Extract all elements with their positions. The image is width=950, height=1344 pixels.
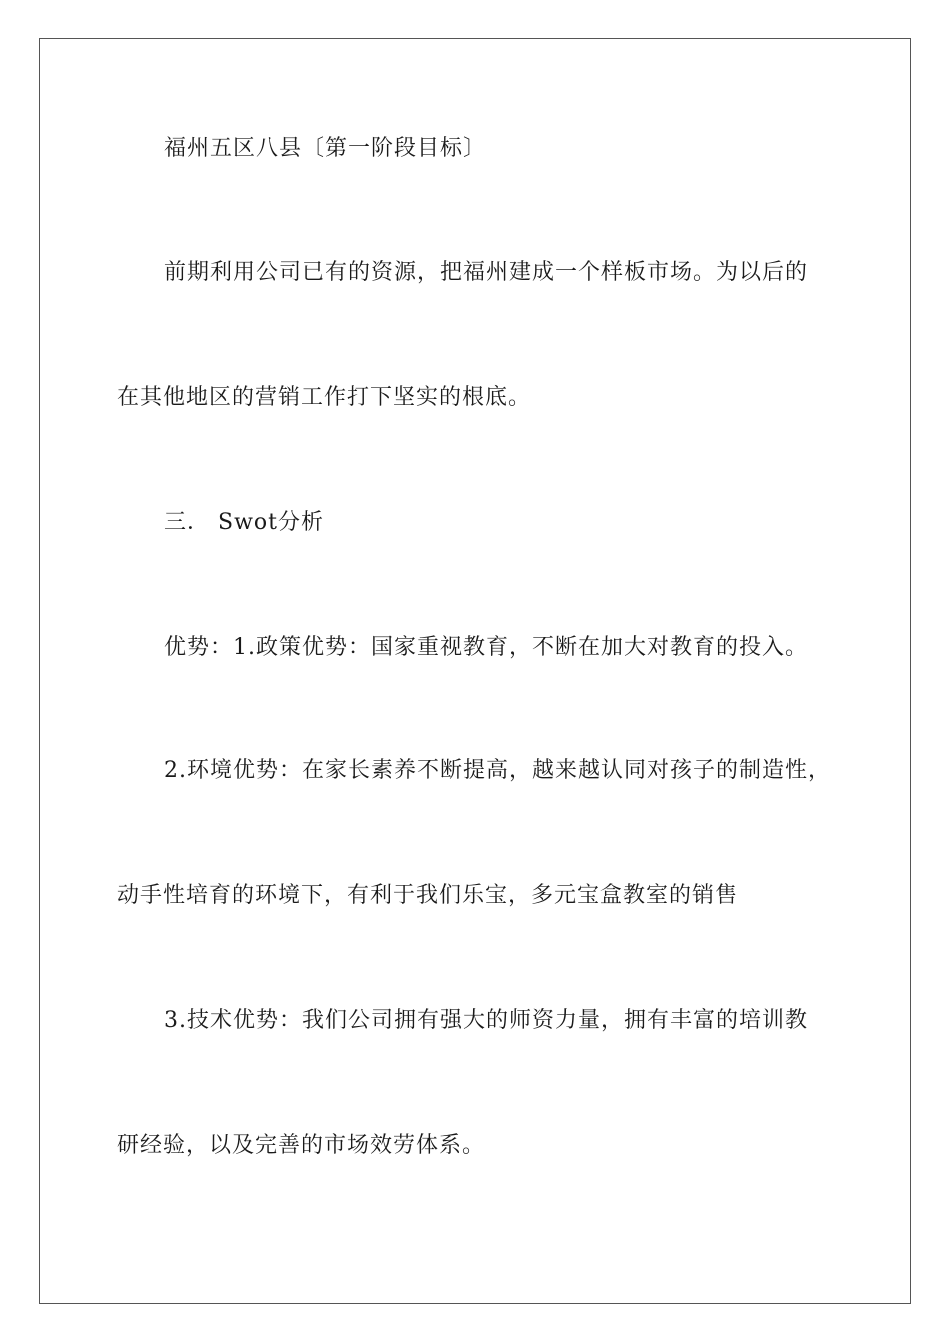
- page-border: [39, 38, 911, 1304]
- paragraph-technology-advantage-line-2: 研经验，以及完善的市场效劳体系。: [117, 1133, 486, 1158]
- paragraph-policy-advantage: 优势：1.政策优势：国家重视教育，不断在加大对教育的投入。: [164, 635, 808, 660]
- paragraph-technology-advantage-line-1: 3.技术优势：我们公司拥有强大的师资力量，拥有丰富的培训教: [164, 1008, 808, 1033]
- paragraph-environment-advantage-line-2: 动手性培育的环境下，有利于我们乐宝，多元宝盒教室的销售: [117, 883, 739, 908]
- paragraph-plan-line-2: 在其他地区的营销工作打下坚实的根底。: [117, 385, 532, 410]
- paragraph-plan-line-1: 前期利用公司已有的资源，把福州建成一个样板市场。为以后的: [164, 260, 809, 285]
- paragraph-target-heading: 福州五区八县〔第一阶段目标〕: [164, 136, 487, 161]
- section-heading-swot: 三． Swot分析: [164, 510, 324, 535]
- paragraph-environment-advantage-line-1: 2.环境优势：在家长素养不断提高，越来越认同对孩子的制造性，: [164, 758, 831, 783]
